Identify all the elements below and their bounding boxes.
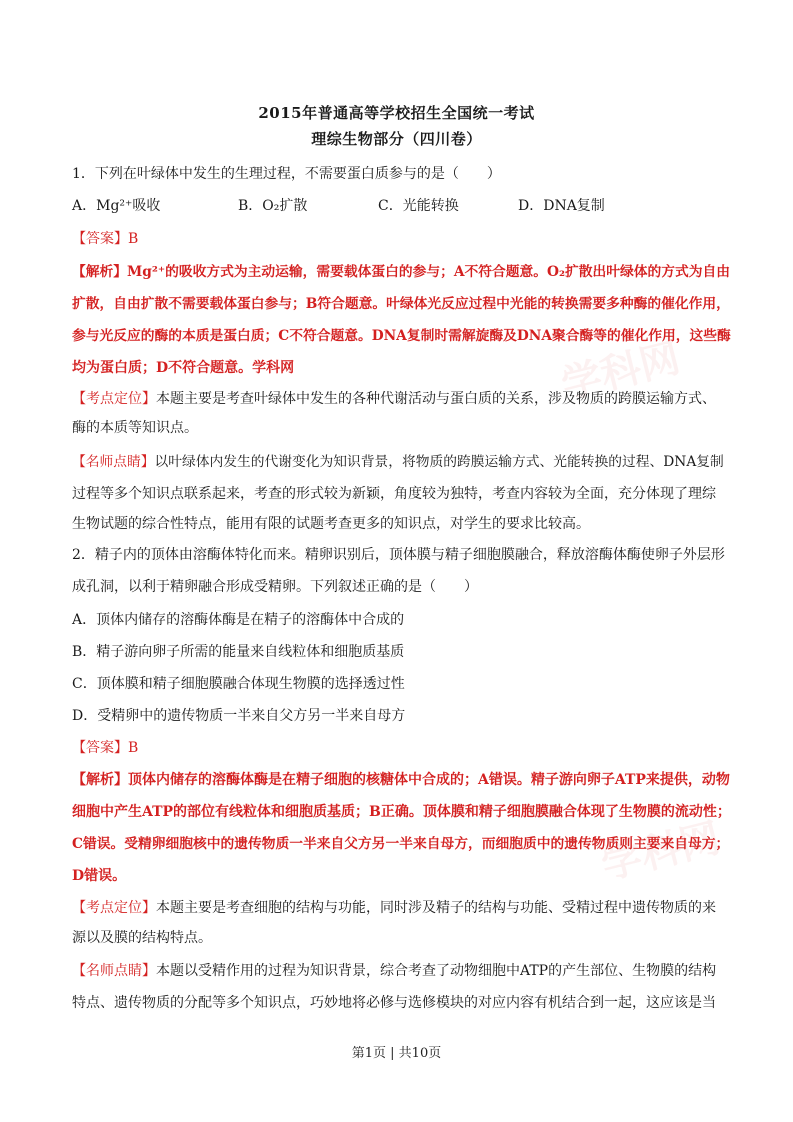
answer-tag: 【答案】: [72, 740, 128, 756]
q2-option-d: D．受精卵中的遗传物质一半来自父方另一半来自母方: [72, 708, 406, 724]
q2-analysis-line-1: [72, 770, 732, 790]
analysis-tag: 【解析】: [72, 264, 128, 280]
q1-analysis-line-3: 参与光反应的酶的本质是蛋白质；C不符合题意。DNA复制时需解旋酶及DNA聚合酶等的催化作用，这些酶: [72, 328, 731, 344]
q1-comment-line-2: 过程等多个知识点联系起来，考查的形式较为新颖，角度较为独特，考查内容较为全面，充分体现了理综: [72, 486, 716, 502]
point-tag: 【考点定位】: [72, 900, 156, 916]
q1-point-line-1: [72, 389, 732, 409]
q2-point-line-1: [72, 898, 732, 918]
q1-analysis-line-2: 扩散，自由扩散不需要载体蛋白参与；B符合题意。叶绿体光反应过程中光能的转换需要多种酶的催化作用，: [72, 296, 730, 312]
q2-stem-line-1: 2．精子内的顶体由溶酶体特化而来。精卵识别后，顶体膜与精子细胞膜融合，释放溶酶体酶使卵子外层形: [72, 547, 725, 563]
q2-option-c: C．顶体膜和精子细胞膜融合体现生物膜的选择透过性: [72, 676, 405, 692]
q1-comment-line-3: 生物试题的综合性特点，能用有限的试题考查更多的知识点，对学生的要求比较高。: [72, 516, 590, 532]
answer-tag: 【答案】: [72, 231, 128, 247]
q2-comment-line-2: 特点、遗传物质的分配等多个知识点，巧妙地将必修与选修模块的对应内容有机结合到一起，这应该是当: [72, 995, 716, 1011]
q1-option-b: B．O₂扩散: [238, 198, 308, 214]
analysis-text: 顶体内储存的溶酶体酶是在精子细胞的核糖体中合成的；A错误。精子游向卵子ATP来提供，动物: [128, 772, 730, 788]
q2-answer: [72, 738, 732, 758]
q2-option-b: B．精子游向卵子所需的能量来自线粒体和细胞质基质: [72, 644, 405, 660]
q1-option-d: D．DNA复制: [518, 198, 605, 214]
q2-analysis-line-2: 细胞中产生ATP的部位有线粒体和细胞质基质；B正确。顶体膜和精子细胞膜融合体现了生物膜的流动性；: [72, 804, 731, 820]
watermark: 学科网: [597, 815, 725, 889]
q2-stem-line-2: 成孔洞，以利于精卵融合形成受精卵。下列叙述正确的是（ ）: [72, 579, 478, 595]
q1-answer: [72, 229, 732, 249]
comment-tag: 【名师点睛】: [72, 454, 155, 470]
answer-value: B: [128, 740, 139, 756]
analysis-text: Mg²⁺的吸收方式为主动运输，需要载体蛋白的参与；A不符合题意。O₂扩散出叶绿体的方式为自由: [127, 264, 731, 280]
q1-option-a: A．Mg²⁺吸收: [72, 198, 161, 214]
q1-comment-line-1: [72, 452, 732, 472]
comment-text: 本题以受精作用的过程为知识背景，综合考查了动物细胞中ATP的产生部位、生物膜的结构: [156, 963, 717, 979]
q1-point-line-2: 酶的本质等知识点。: [72, 420, 198, 436]
q2-option-a: A．顶体内储存的溶酶体酶是在精子的溶酶体中合成的: [72, 612, 405, 628]
exam-title: 2015年普通高等学校招生全国统一考试: [258, 104, 535, 122]
comment-text: 以叶绿体内发生的代谢变化为知识背景，将物质的跨膜运输方式、光能转换的过程、DNA复制: [154, 454, 724, 470]
q1-analysis-line-4: 均为蛋白质；D不符合题意。学科网: [72, 360, 295, 376]
q1-analysis-line-1: [72, 262, 732, 282]
comment-tag: 【名师点睛】: [72, 963, 156, 979]
point-text: 本题主要是考查叶绿体中发生的各种代谢活动与蛋白质的关系，涉及物质的跨膜运输方式、: [156, 391, 716, 407]
q1-stem: 1．下列在叶绿体中发生的生理过程，不需要蛋白质参与的是（ ）: [72, 166, 501, 182]
watermark: 学科网: [557, 335, 685, 409]
q2-analysis-line-3: C错误。受精卵细胞核中的遗传物质一半来自父方另一半来自母方，而细胞质中的遗传物质则主要来自母方；: [72, 836, 730, 852]
point-text: 本题主要是考查细胞的结构与功能，同时涉及精子的结构与功能、受精过程中遗传物质的来: [156, 900, 716, 916]
page-footer: 第1页 | 共10页: [351, 1046, 442, 1061]
point-tag: 【考点定位】: [72, 391, 156, 407]
q2-point-line-2: 源以及膜的结构特点。: [72, 930, 212, 946]
q1-option-c: C．光能转换: [378, 198, 459, 214]
q2-analysis-line-4: D错误。: [72, 868, 127, 884]
q2-comment-line-1: [72, 961, 732, 981]
exam-subtitle: 理综生物部分（四川卷）: [311, 130, 482, 148]
analysis-tag: 【解析】: [72, 772, 128, 788]
answer-value: B: [128, 231, 139, 247]
